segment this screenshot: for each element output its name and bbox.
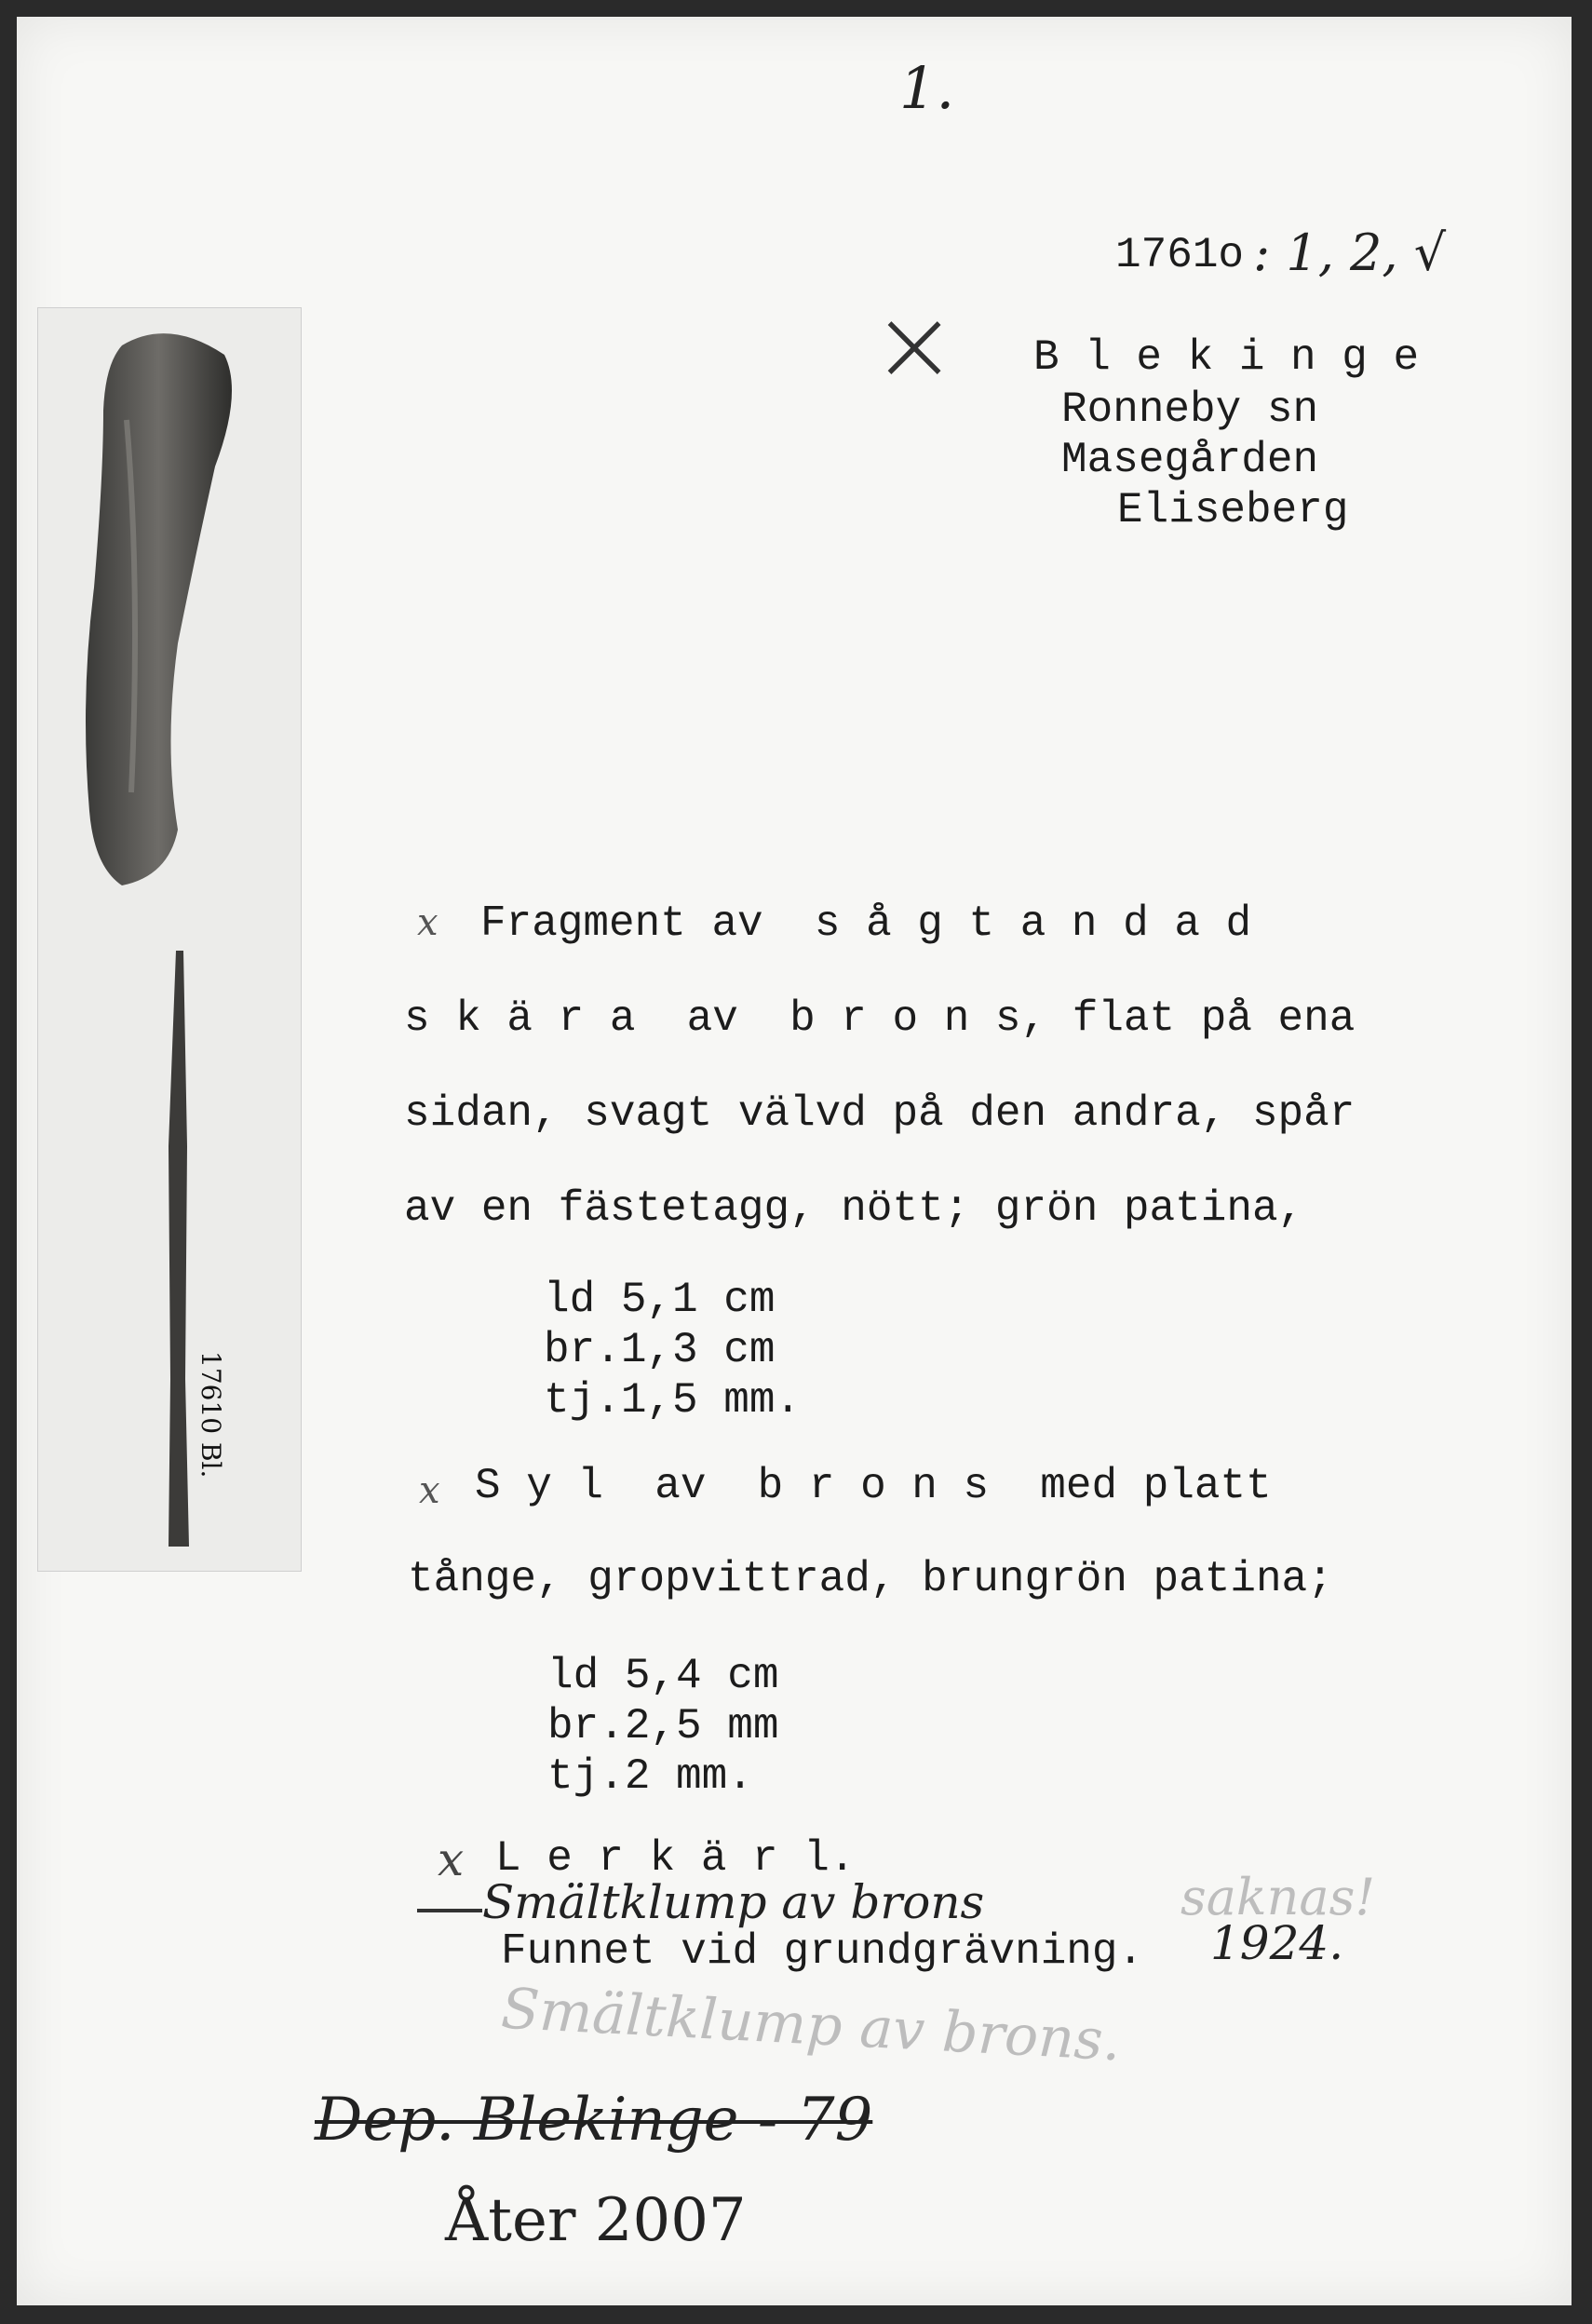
returned-note: Åter 2007 [445, 2186, 747, 2255]
check-x-mark: × [871, 285, 958, 404]
handwritten-note: Smältklump av brons [482, 1875, 985, 1929]
item1-measure2: br.1,3 cm [544, 1326, 776, 1374]
item1-x-mark: x [417, 901, 438, 944]
item3-x-mark: x [438, 1832, 465, 1886]
catalog-card [17, 17, 1572, 2305]
item1-line1: Fragment av s å g t a n d a d [480, 899, 1252, 948]
catalog-number-suffix: : 1, 2, √ [1253, 223, 1447, 282]
found-text: Funnet vid grundgrävning. [501, 1927, 1144, 1976]
found-year: 1924. [1210, 1916, 1344, 1970]
item2-line1: S y l av b r o n s med platt [475, 1462, 1272, 1510]
item2-measure2: br.2,5 mm [547, 1702, 779, 1750]
artifact-photo-image [38, 308, 301, 1571]
item2-x-mark: x [419, 1469, 440, 1512]
handwritten-saknas: saknas! [1181, 1868, 1376, 1926]
item1-measure1: ld 5,1 cm [544, 1276, 776, 1324]
note-dash [417, 1909, 482, 1912]
artifact-photo [37, 307, 302, 1572]
lerkarl: L e r k ä r l. [495, 1834, 856, 1883]
item2-line2: tånge, gropvittrad, brungrön patina; [408, 1555, 1333, 1603]
deposit-struck: Dep. Blekinge - 79 [315, 2086, 873, 2155]
item1-line4: av en fästetagg, nött; grön patina, [404, 1184, 1304, 1233]
photo-label: 17610 Bl. [196, 1351, 226, 1479]
item1-line3: sidan, svagt välvd på den andra, spår [404, 1089, 1356, 1138]
site: Eliseberg [1117, 486, 1349, 534]
item1-line2: s k ä r a av b r o n s, flat på ena [404, 994, 1356, 1043]
province: B l e k i n g e [1033, 333, 1420, 382]
parish: Ronneby sn [1061, 385, 1319, 434]
item2-measure1: ld 5,4 cm [547, 1652, 779, 1700]
faint-pencil-note: Smältklump av brons. [499, 1976, 1123, 2074]
farm: Masegården [1061, 436, 1319, 484]
page-number: 1. [899, 54, 955, 122]
item2-measure3: tj.2 mm. [547, 1752, 753, 1801]
item1-measure3: tj.1,5 mm. [544, 1376, 802, 1425]
catalog-number: 1761o [1115, 231, 1245, 279]
